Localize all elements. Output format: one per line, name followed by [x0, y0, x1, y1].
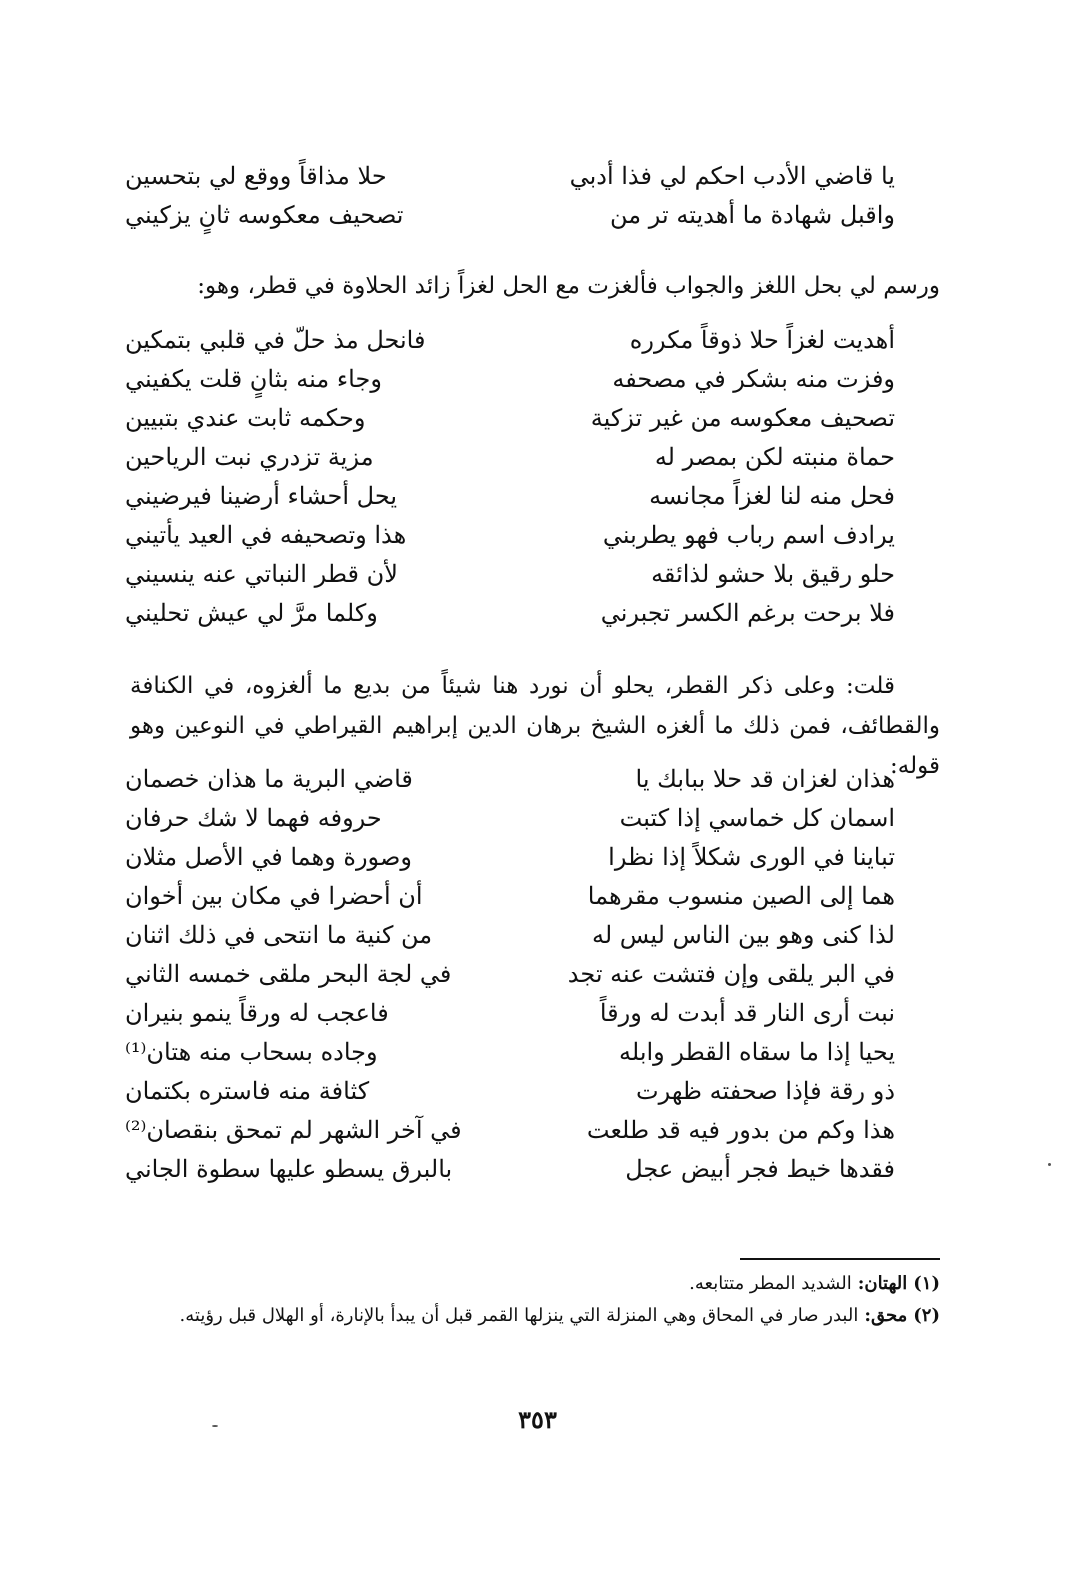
verse-line — [125, 438, 895, 477]
footnote-2 — [130, 1300, 940, 1332]
verse-first-hemistich: يحيا إذا ما سقاه القطر وابله — [619, 1038, 895, 1066]
verse-line — [125, 916, 895, 955]
verses-middle-block — [125, 321, 895, 633]
verse-line — [125, 399, 895, 438]
verse-first-hemistich: نبت أرى النار قد أبدت له ورقاً — [599, 999, 895, 1027]
verse-first-hemistich: تباينا في الورى شكلاً إذا نظرا — [608, 843, 895, 871]
verse-first-hemistich: هذا وكم من بدور فيه قد طلعت — [586, 1116, 895, 1144]
verse-line — [125, 477, 895, 516]
verse-second-hemistich: في آخر الشهر لم تمحق بنقصان⁽²⁾ — [125, 1116, 462, 1144]
intro-paragraph — [130, 266, 940, 306]
verse-second-hemistich: تصحيف معكوسه ثانٍ يزكيني — [125, 201, 404, 229]
verse-second-hemistich: لأن قطر النباتي عنه ينسيني — [125, 560, 398, 588]
verse-line — [125, 1033, 895, 1072]
verse-line — [125, 594, 895, 633]
verse-second-hemistich: حلا مذاقاً ووقع لي بتحسين — [125, 162, 387, 190]
verse-second-hemistich: وكلما مرَّ لي عيش تحليني — [125, 599, 378, 627]
verse-line — [125, 196, 895, 235]
verse-second-hemistich: مزية تزدري نبت الرياحين — [125, 443, 374, 471]
verse-second-hemistich: يحل أحشاء أرضينا فيرضيني — [125, 482, 398, 510]
verse-first-hemistich: فحل منه لنا لغزاً مجانسه — [649, 482, 895, 510]
verse-first-hemistich: فقدها خيط فجر أبيض عجل — [625, 1155, 895, 1183]
verses-bottom-block — [125, 760, 895, 1189]
verse-line — [125, 877, 895, 916]
footnote-separator — [740, 1258, 940, 1260]
verse-second-hemistich: كثافة منه فاستره بكتمان — [125, 1077, 370, 1105]
verse-second-hemistich: وجاده بسحاب منه هتان⁽¹⁾ — [125, 1038, 378, 1066]
verses-top-block — [125, 157, 895, 235]
verse-line — [125, 516, 895, 555]
verse-second-hemistich: حروفه فهما لا شك حرفان — [125, 804, 382, 832]
verse-second-hemistich: في لجة البحر ملقى خمسه الثاني — [125, 960, 452, 988]
verse-line — [125, 555, 895, 594]
verse-first-hemistich: حلو رقيق بلا حشو لذائقه — [651, 560, 895, 588]
verse-line — [125, 360, 895, 399]
footnote-number: (١) — [913, 1273, 940, 1294]
scan-speck — [212, 1425, 218, 1427]
verse-line — [125, 799, 895, 838]
verse-second-hemistich: بالبرق يسطو عليها سطوة الجاني — [125, 1155, 453, 1183]
verse-first-hemistich: لذا كنى وهو بين الناس ليس له — [591, 921, 895, 949]
verse-second-hemistich: وجاء منه بثانٍ قلت يكفيني — [125, 365, 382, 393]
footnote-1 — [130, 1268, 940, 1300]
footnotes-section — [130, 1268, 940, 1332]
verse-first-hemistich: واقبل شهادة ما أهديته تر من — [610, 201, 895, 229]
paragraph-text: قلت: وعلى ذكر القطر، يحلو أن نورد هنا شيئاً من بديع ما ألغزوه، في الكنافة والقطائف، فمن ذلك ما ألغزه الشيخ برهان الدين إبراهيم القيراطي في النوعين وهو قوله: — [130, 673, 940, 779]
verse-second-hemistich: قاضي البرية ما هذان خصمان — [125, 765, 413, 793]
page-number: ٣٥٣ — [518, 1405, 557, 1434]
footnote-text: البدر صار في المحاق وهي المنزلة التي ينزلها القمر قبل أن يبدأ بالإنارة، أو الهلال قبل رؤيته. — [179, 1305, 859, 1326]
verse-first-hemistich: هما إلى الصين منسوب مقرهما — [587, 882, 895, 910]
verse-first-hemistich: فلا برحت برغم الكسر تجبرني — [600, 599, 895, 627]
verse-first-hemistich: وفزت منه بشكر في مصحفه — [612, 365, 895, 393]
verse-first-hemistich: يرادف اسم رباب فهو يطربني — [602, 521, 895, 549]
verse-first-hemistich: حماة منبته لكن بمصر له — [654, 443, 895, 471]
verse-first-hemistich: ذو رقة فإذا صحفته ظهرت — [636, 1077, 895, 1105]
intro-text: ورسم لي بحل اللغز والجواب فألغزت مع الحل لغزاً زائد الحلاوة في قطر، وهو: — [197, 273, 940, 299]
verse-line — [125, 1150, 895, 1189]
verse-line — [125, 1072, 895, 1111]
verse-line — [125, 1111, 895, 1150]
verse-first-hemistich: تصحيف معكوسه من غير تزكية — [590, 404, 895, 432]
verse-line — [125, 157, 895, 196]
verse-first-hemistich: يا قاضي الأدب احكم لي فذا أدبي — [569, 162, 895, 190]
footnote-number: (٢) — [913, 1305, 940, 1326]
footnote-term: محق: — [864, 1305, 908, 1326]
footnote-term: الهتان: — [857, 1273, 908, 1294]
verse-second-hemistich: فاعجب له ورقاً ينمو بنيران — [125, 999, 389, 1027]
verse-line — [125, 838, 895, 877]
verse-second-hemistich: وحكمه ثابت عندي بتبيين — [125, 404, 366, 432]
verse-line — [125, 760, 895, 799]
verse-second-hemistich: وصورة وهما في الأصل مثلان — [125, 843, 412, 871]
verse-first-hemistich: أهديت لغزاً حلا ذوقاً مكرره — [629, 326, 895, 354]
verse-first-hemistich: اسمان كل خماسي إذا كتبت — [619, 804, 895, 832]
verse-second-hemistich: هذا وتصحيفه في العيد يأتيني — [125, 521, 407, 549]
verse-second-hemistich: أن أحضرا في مكان بين أخوان — [125, 882, 423, 910]
verse-first-hemistich: في البر يلقى وإن فتشت عنه تجد — [567, 960, 895, 988]
verse-line — [125, 321, 895, 360]
footnote-text: الشديد المطر متتابعه. — [689, 1273, 852, 1294]
verse-first-hemistich: هذان لغزان قد حلا ببابك يا — [635, 765, 895, 793]
verse-line — [125, 994, 895, 1033]
verse-second-hemistich: من كنية ما انتحى في ذلك اثنان — [125, 921, 433, 949]
verse-second-hemistich: فانحل مذ حلّ في قلبي بتمكين — [125, 326, 426, 354]
verse-line — [125, 955, 895, 994]
scan-speck — [1048, 1163, 1051, 1166]
